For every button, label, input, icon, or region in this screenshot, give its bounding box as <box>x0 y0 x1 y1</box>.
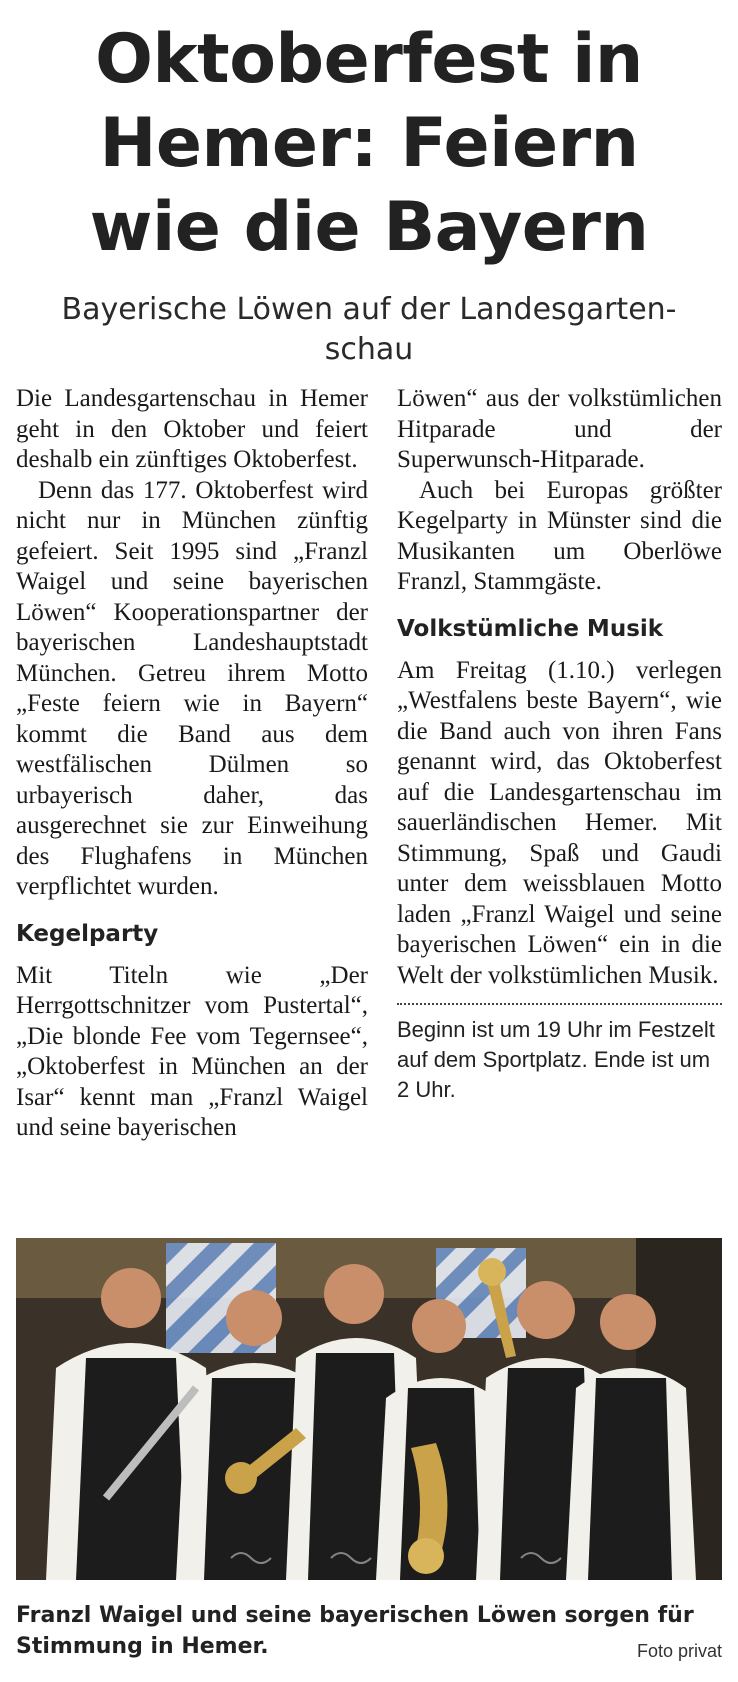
headline-line-1: Oktoberfest in <box>95 20 643 99</box>
photo-caption: Franzl Waigel und seine bayerischen Löwen sorgen für Stimmung in Hemer. <box>16 1603 694 1659</box>
section-heading-volkstuemliche-musik: Volkstümliche Musik <box>397 615 664 642</box>
right-column <box>397 384 722 1105</box>
subheadline-line-1: Bayerische Löwen auf der Landesgarten- <box>61 292 677 327</box>
left-column <box>16 384 368 1144</box>
headline-line-2: Hemer: Feiern <box>99 104 639 183</box>
dotted-divider <box>397 1003 722 1005</box>
event-info-box: Beginn ist um 19 Uhr im Festzelt auf dem Sportplatz. Ende ist um 2 Uhr. <box>397 1017 715 1102</box>
right-paragraph-1: Löwen“ aus der volkstümlichen Hitparade und der Superwunsch-Hitparade. <box>397 385 722 473</box>
right-paragraph-2: Auch bei Europas größter Kegelparty in Münster sind die Musikanten um Oberlöwe Franzl, Stammgäste. <box>397 476 722 595</box>
left-paragraph-1: Die Landesgartenschau in Hemer geht in den Oktober und feiert deshalb ein zünftiges Oktoberfest. <box>16 385 368 473</box>
band-photo-illustration <box>16 1238 722 1580</box>
right-paragraph-3: Am Freitag (1.10.) verlegen „Westfalens beste Bayern“, wie die Band auch von ihren Fans genannt wird, das Oktoberfest auf die Landesgartenschau im sauerländischen Hemer. Mit Stimmung, Spaß und Gaudi unter dem weissblauen Motto laden „Franzl Waigel und seine bayerischen Löwen“ ein in die Welt der volkstümlichen Musik. <box>397 656 722 989</box>
subheadline-line-2: schau <box>324 332 414 367</box>
headline <box>20 18 718 270</box>
subheadline <box>20 290 718 370</box>
left-paragraph-2: Denn das 177. Oktoberfest wird nicht nur in München zünftig gefeiert. Seit 1995 sind „Franzl Waigel und seine bayerischen Löwen“ Kooperationspartner der bayerischen Landeshauptstadt München. Getreu ihrem Motto „Feste feiern wie in Bayern“ kommt die Band aus dem westfälischen Dülmen so urbayerisch daher, das ausgerechnet sie zur Einweihung des Flughafens in München verpflichtet wurden. <box>16 476 368 900</box>
photo-credit: Foto privat <box>636 1641 722 1661</box>
band-photo <box>16 1238 722 1580</box>
section-heading-kegelparty: Kegelparty <box>16 920 159 947</box>
left-paragraph-3: Mit Titeln wie „Der Herrgottschnitzer vom Pustertal“, „Die blonde Fee vom Tegernsee“, „Oktoberfest in München an der Isar“ kennt man „Franzl Waigel und seine bayerischen <box>16 961 368 1141</box>
headline-line-3: wie die Bayern <box>89 188 649 267</box>
